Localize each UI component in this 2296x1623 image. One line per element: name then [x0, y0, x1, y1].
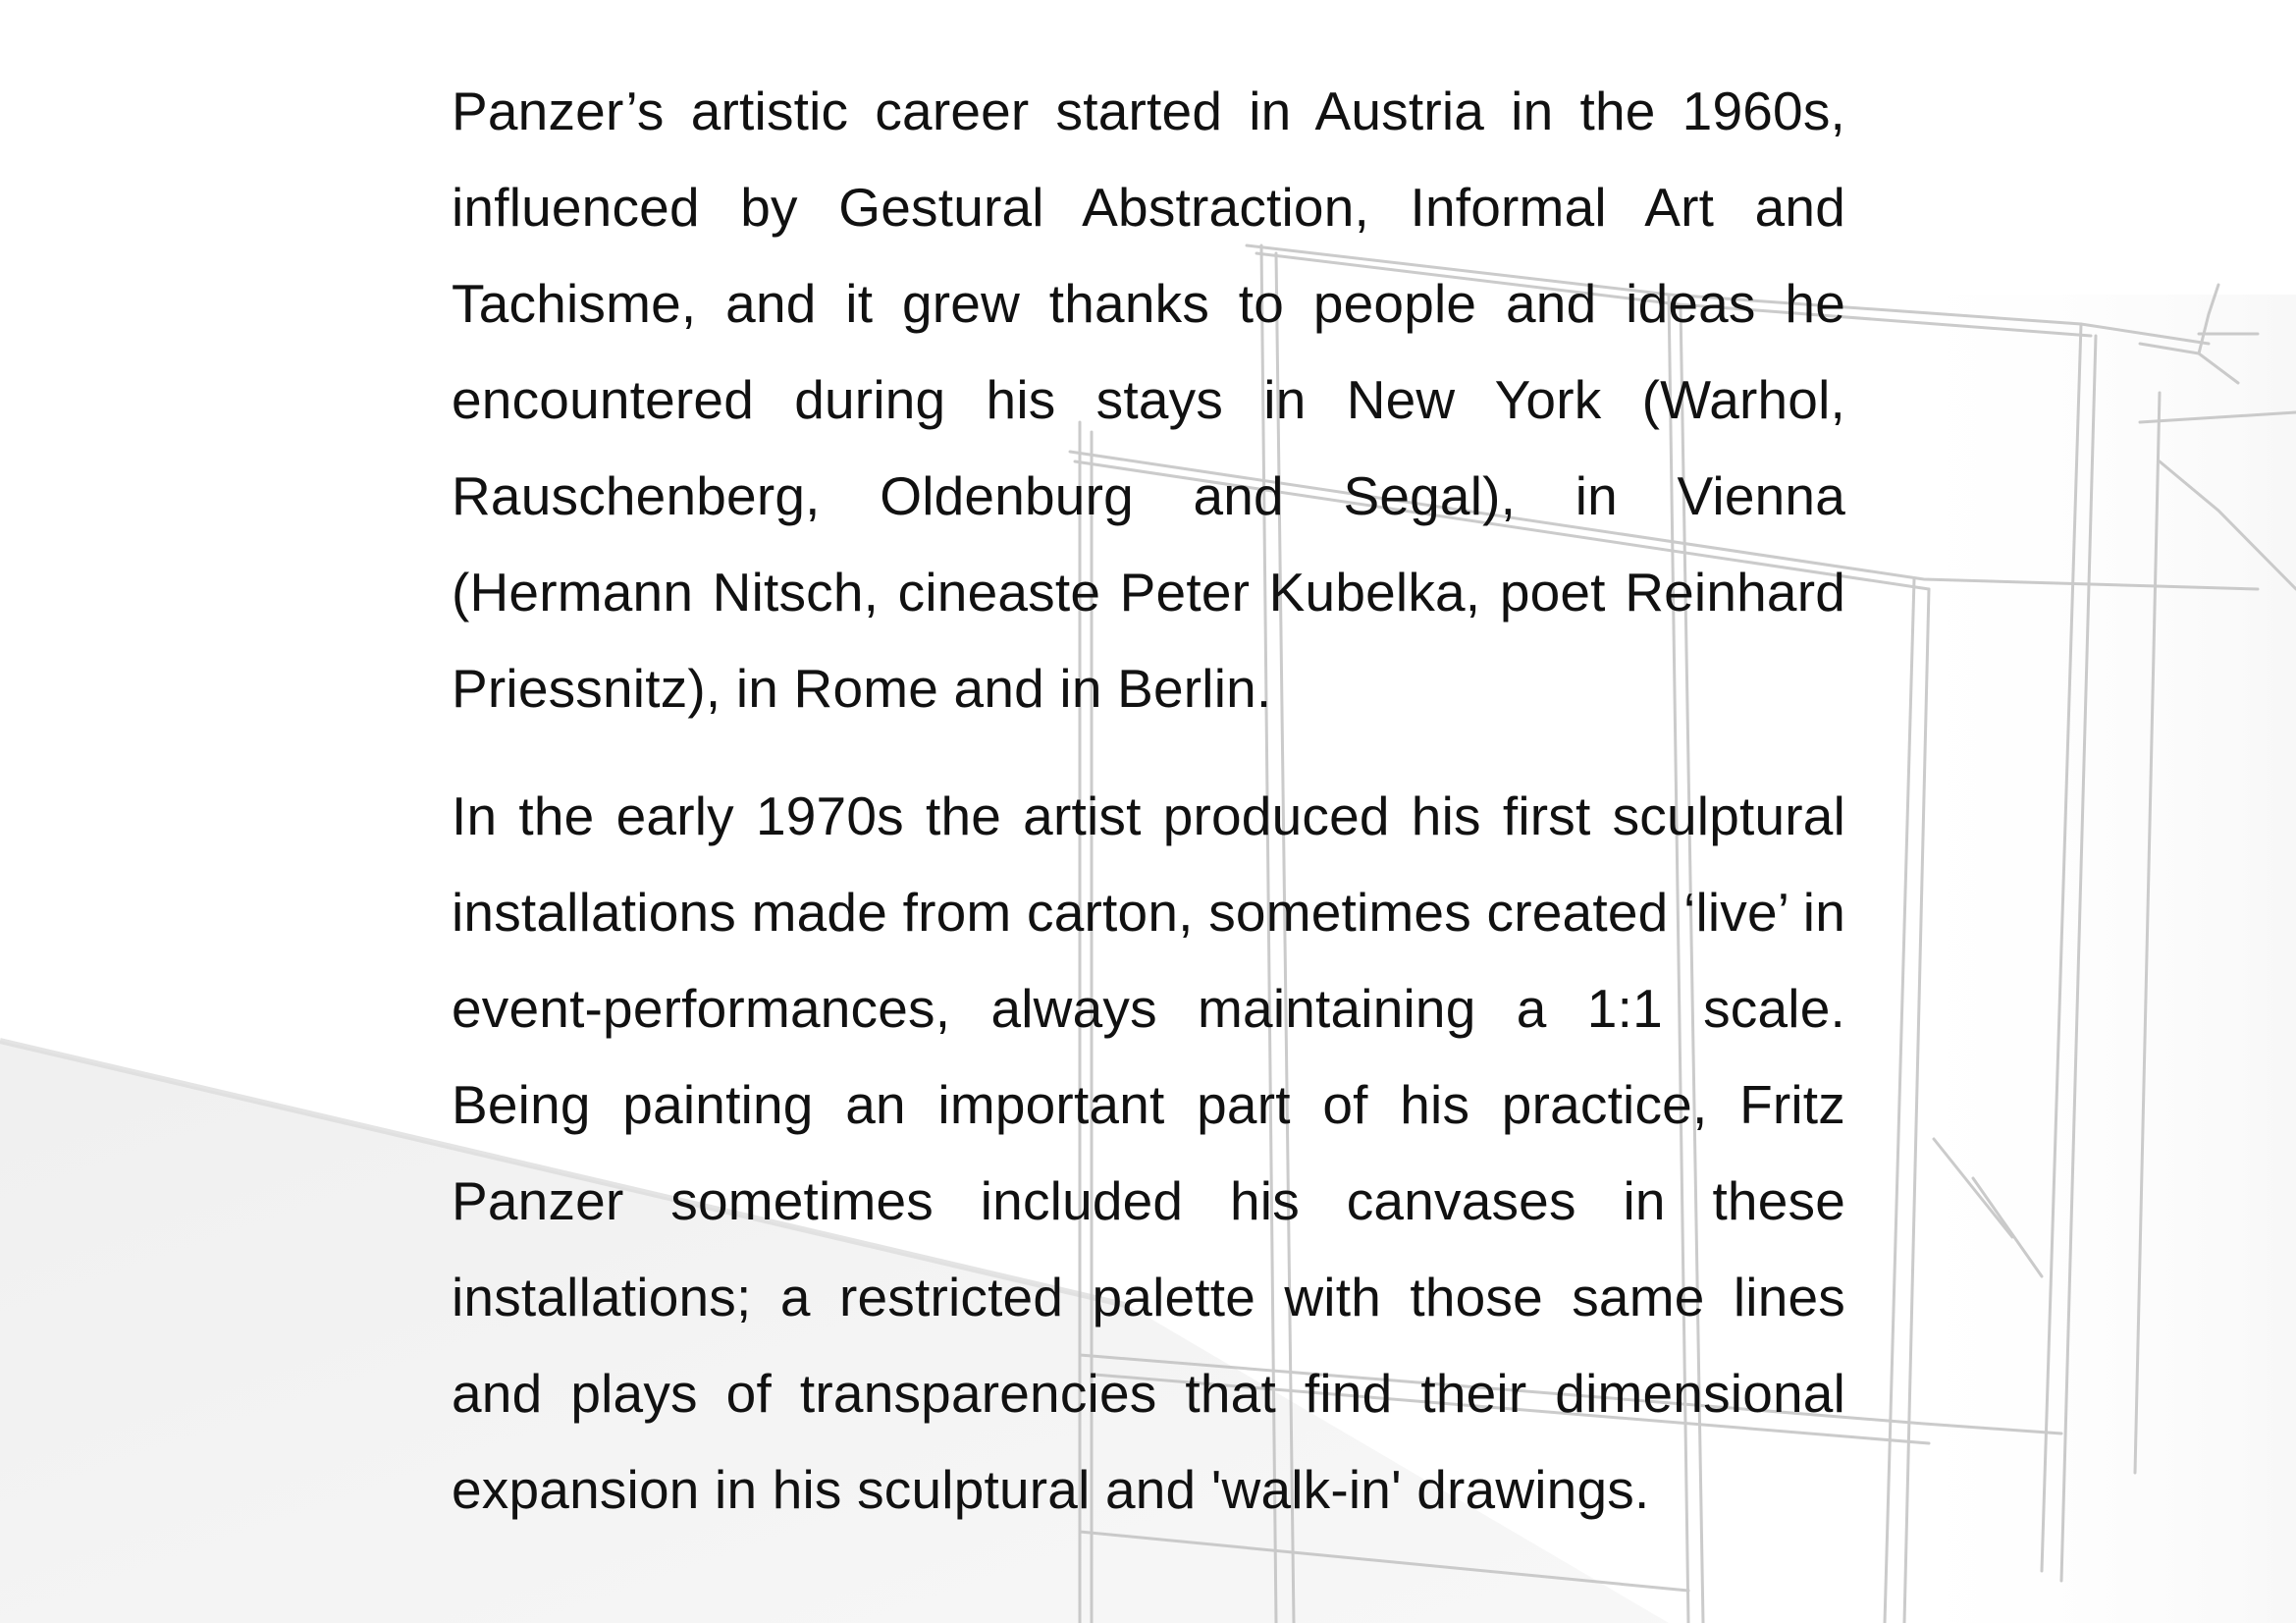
body-text-column — [452, 63, 1845, 1569]
paragraph-installations: In the early 1970s the artist produced his first sculptural installations made from carton, sometimes created ‘live’ in event-performances, always maintaining a 1:1 scale. Being painting an important part of his practice, Fritz Panzer sometimes included his canvases in these installations; a restricted palette with those same lines and plays of transparencies that find their dimensional expansion in his sculptural and 'walk-in' drawings. — [452, 785, 1845, 1520]
paragraph-career: Panzer’s artistic career started in Austria in the 1960s, influenced by Gestural Abstraction, Informal Art and Tachisme, and it grew thanks to people and ideas he encountered during his stays in New York (Warhol, Rauschenberg, Oldenburg and Segal), in Vienna (Hermann Nitsch, cineaste Peter Kubelka, poet Reinhard Priessnitz), in Rome and in Berlin. — [452, 81, 1845, 719]
